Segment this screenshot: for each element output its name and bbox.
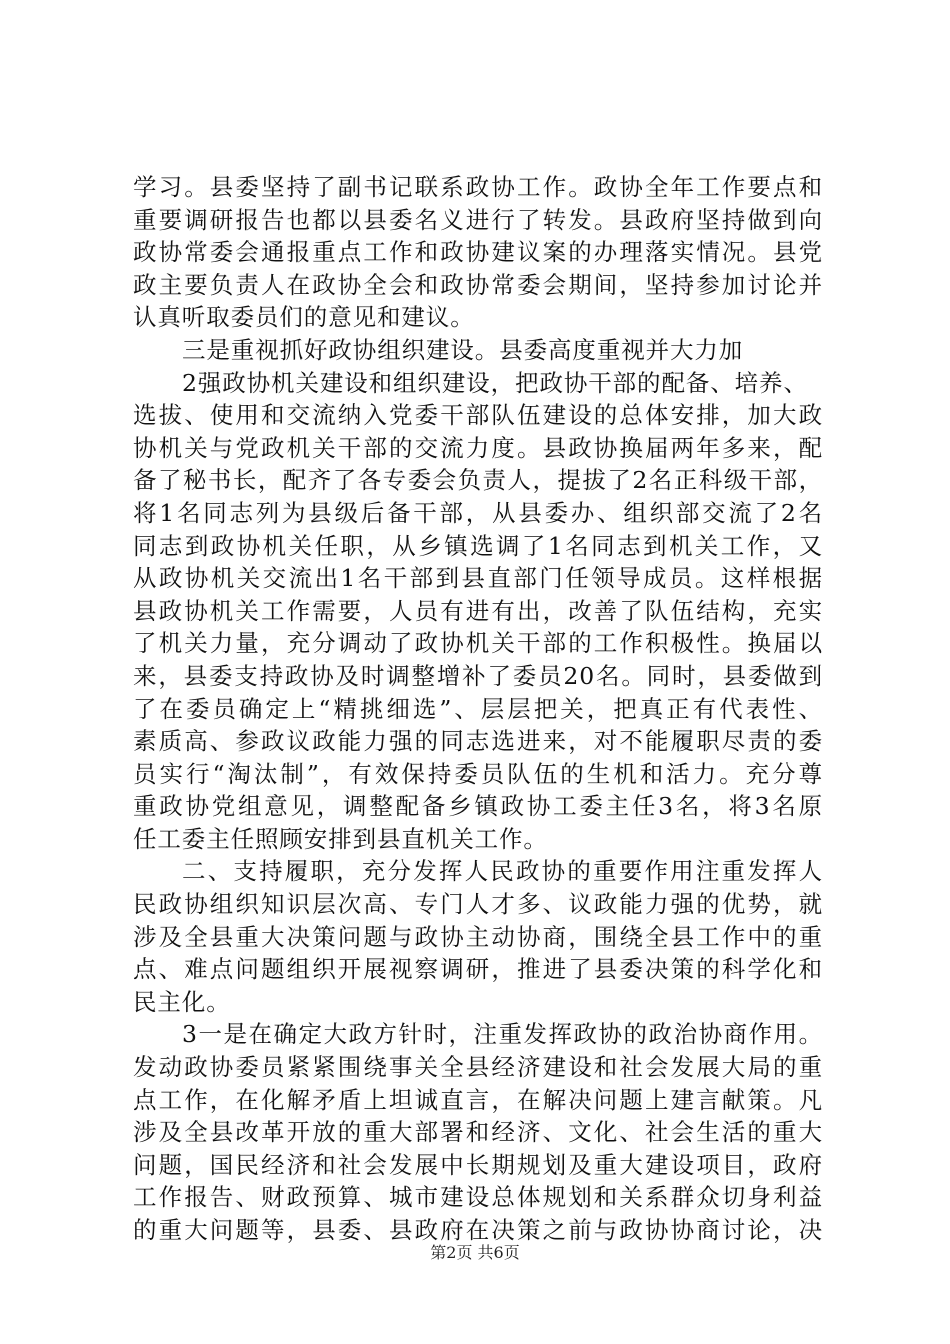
text-line: 重政协党组意见，调整配备乡镇政协工委主任3名，将3名原 — [133, 792, 823, 821]
text-line: 将1名同志列为县级后备干部，从县委办、组织部交流了2名 — [133, 498, 823, 527]
text-line: 工作报告、财政预算、城市建设总体规划和关系群众切身利益 — [133, 1183, 823, 1212]
text-line: 备了秘书长，配齐了各专委会负责人，提拔了2名正科级干部， — [133, 466, 823, 495]
text-line: 学习。县委坚持了副书记联系政协工作。政协全年工作要点和 — [133, 173, 823, 201]
page-number-footer: 第2页 共6页 — [430, 1243, 520, 1262]
text-line: 三是重视抓好政协组织建设。县委高度重视并大力加 — [182, 335, 744, 364]
text-line: 素质高、参政议政能力强的同志选进来，对不能履职尽责的委 — [133, 727, 823, 756]
text-line: 3一是在确定大政方针时，注重发挥政协的政治协商作用。 — [182, 1020, 823, 1049]
body-text — [133, 171, 823, 1247]
text-line: 选拔、使用和交流纳入党委干部队伍建设的总体安排，加大政 — [133, 401, 823, 430]
text-line: 协机关与党政机关干部的交流力度。县政协换届两年多来，配 — [133, 433, 823, 462]
text-line: 认真听取委员们的意见和建议。 — [133, 303, 475, 332]
text-line: 了机关力量，充分调动了政协机关干部的工作积极性。换届以 — [133, 629, 823, 658]
text-line: 2强政协机关建设和组织建设，把政协干部的配备、培养、 — [182, 368, 808, 397]
text-line: 了在委员确定上“精挑细选”、层层把关，把真正有代表性、 — [133, 694, 823, 723]
text-line: 从政协机关交流出1名干部到县直部门任领导成员。这样根据 — [133, 564, 823, 593]
text-line: 民政协组织知识层次高、专门人才多、议政能力强的优势，就 — [133, 890, 823, 919]
text-line: 涉及全县改革开放的重大部署和经济、文化、社会生活的重大 — [133, 1118, 823, 1147]
text-line: 同志到政协机关任职，从乡镇选调了1名同志到机关工作，又 — [133, 531, 823, 560]
text-line: 重要调研报告也都以县委名义进行了转发。县政府坚持做到向 — [133, 205, 823, 234]
text-line: 涉及全县重大决策问题与政协主动协商，围绕全县工作中的重 — [133, 922, 823, 951]
text-line: 点工作，在化解矛盾上坦诚直言，在解决问题上建言献策。凡 — [133, 1085, 823, 1114]
text-line: 问题，国民经济和社会发展中长期规划及重大建设项目，政府 — [133, 1150, 823, 1179]
text-line: 民主化。 — [133, 987, 231, 1016]
text-line: 员实行“淘汰制”，有效保持委员队伍的生机和活力。充分尊 — [133, 759, 823, 788]
text-line: 二、支持履职，充分发挥人民政协的重要作用注重发挥人 — [182, 857, 823, 886]
text-line: 政主要负责人在政协全会和政协常委会期间，坚持参加讨论并 — [133, 270, 823, 299]
text-line: 点、难点问题组织开展视察调研，推进了县委决策的科学化和 — [133, 955, 823, 984]
text-line: 发动政协委员紧紧围绕事关全县经济建设和社会发展大局的重 — [133, 1053, 823, 1082]
text-line: 政协常委会通报重点工作和政协建议案的办理落实情况。县党 — [133, 238, 823, 267]
text-line: 任工委主任照顾安排到县直机关工作。 — [133, 824, 548, 853]
text-line: 县政协机关工作需要，人员有进有出，改善了队伍结构，充实 — [133, 596, 823, 625]
text-line: 来，县委支持政协及时调整增补了委员20名。同时，县委做到 — [133, 661, 823, 690]
text-line: 的重大问题等，县委、县政府在决策之前与政协协商讨论，决 — [133, 1216, 823, 1244]
